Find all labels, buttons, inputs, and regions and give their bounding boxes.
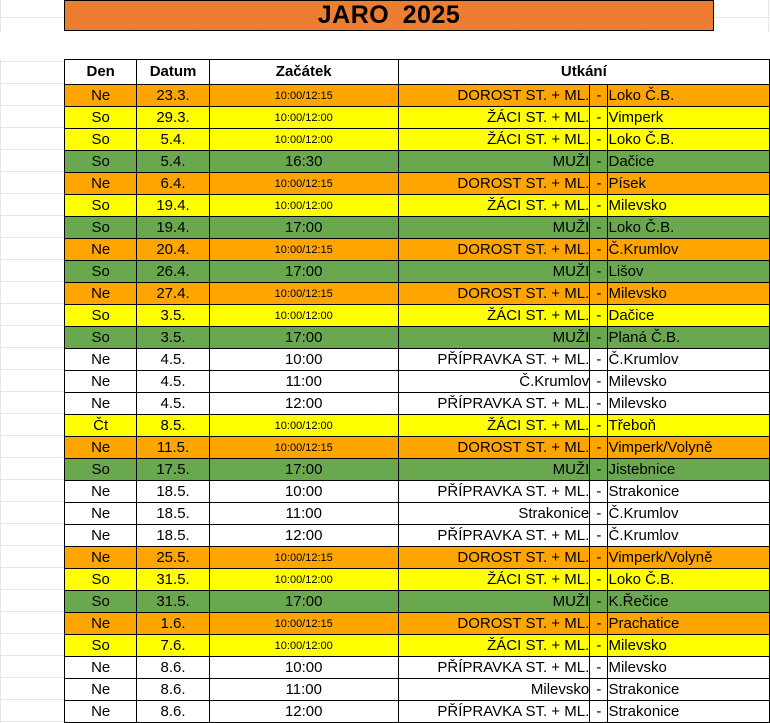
- cell-opponent: Milevsko: [608, 195, 770, 217]
- cell-separator: -: [590, 151, 608, 173]
- cell-den: Ne: [65, 547, 137, 569]
- cell-datum: 8.6.: [137, 657, 209, 679]
- cell-datum: 19.4.: [137, 195, 209, 217]
- cell-home: ŽÁCI ST. + ML.: [398, 415, 590, 437]
- cell-home: PŘÍPRAVKA ST. + ML.: [398, 481, 590, 503]
- cell-opponent: Strakonice: [608, 701, 770, 723]
- cell-den: Ne: [65, 701, 137, 723]
- cell-zacatek: 17:00: [209, 327, 398, 349]
- cell-datum: 23.3.: [137, 85, 209, 107]
- cell-datum: 8.6.: [137, 679, 209, 701]
- cell-separator: -: [590, 217, 608, 239]
- table-row: [65, 459, 770, 481]
- header-utkani: Utkání: [398, 60, 769, 85]
- cell-den: So: [65, 635, 137, 657]
- cell-zacatek: 10:00/12:00: [209, 415, 398, 437]
- cell-separator: -: [590, 635, 608, 657]
- table-row: [65, 283, 770, 305]
- cell-zacatek: 17:00: [209, 591, 398, 613]
- cell-separator: -: [590, 261, 608, 283]
- cell-zacatek: 10:00/12:15: [209, 283, 398, 305]
- cell-den: Ne: [65, 679, 137, 701]
- cell-opponent: Prachatice: [608, 613, 770, 635]
- cell-opponent: Č.Krumlov: [608, 349, 770, 371]
- cell-home: Č.Krumlov: [398, 371, 590, 393]
- cell-den: Ne: [65, 481, 137, 503]
- cell-den: So: [65, 327, 137, 349]
- schedule-table: [64, 59, 770, 723]
- table-row: [65, 525, 770, 547]
- cell-den: Ne: [65, 437, 137, 459]
- cell-opponent: Vimperk/Volyně: [608, 437, 770, 459]
- cell-datum: 31.5.: [137, 569, 209, 591]
- cell-zacatek: 10:00/12:15: [209, 547, 398, 569]
- cell-separator: -: [590, 195, 608, 217]
- cell-separator: -: [590, 591, 608, 613]
- cell-zacatek: 11:00: [209, 679, 398, 701]
- cell-datum: 6.4.: [137, 173, 209, 195]
- cell-opponent: Milevsko: [608, 371, 770, 393]
- cell-zacatek: 17:00: [209, 261, 398, 283]
- cell-separator: -: [590, 459, 608, 481]
- table-row: [65, 195, 770, 217]
- cell-separator: -: [590, 503, 608, 525]
- table-row: [65, 679, 770, 701]
- cell-opponent: Loko Č.B.: [608, 85, 770, 107]
- cell-separator: -: [590, 283, 608, 305]
- spacer-band: [0, 32, 770, 59]
- cell-zacatek: 10:00/12:15: [209, 437, 398, 459]
- cell-den: Ne: [65, 283, 137, 305]
- cell-den: So: [65, 569, 137, 591]
- page-title: JARO 2025: [317, 1, 461, 29]
- cell-datum: 25.5.: [137, 547, 209, 569]
- cell-home: PŘÍPRAVKA ST. + ML.: [398, 701, 590, 723]
- cell-separator: -: [590, 129, 608, 151]
- cell-opponent: Dačice: [608, 151, 770, 173]
- table-row: [65, 173, 770, 195]
- cell-den: Ne: [65, 525, 137, 547]
- cell-home: MUŽI: [398, 217, 590, 239]
- cell-home: DOROST ST. + ML.: [398, 239, 590, 261]
- cell-separator: -: [590, 107, 608, 129]
- cell-zacatek: 10:00/12:00: [209, 305, 398, 327]
- cell-separator: -: [590, 327, 608, 349]
- table-row: [65, 217, 770, 239]
- table-row: [65, 481, 770, 503]
- cell-opponent: Milevsko: [608, 657, 770, 679]
- cell-home: DOROST ST. + ML.: [398, 283, 590, 305]
- cell-separator: -: [590, 569, 608, 591]
- cell-home: PŘÍPRAVKA ST. + ML.: [398, 349, 590, 371]
- cell-den: Ne: [65, 349, 137, 371]
- table-row: [65, 657, 770, 679]
- cell-separator: -: [590, 393, 608, 415]
- cell-home: MUŽI: [398, 327, 590, 349]
- table-row: [65, 569, 770, 591]
- cell-separator: -: [590, 657, 608, 679]
- cell-home: Strakonice: [398, 503, 590, 525]
- cell-home: ŽÁCI ST. + ML.: [398, 635, 590, 657]
- cell-datum: 26.4.: [137, 261, 209, 283]
- table-row: [65, 129, 770, 151]
- cell-datum: 4.5.: [137, 393, 209, 415]
- cell-zacatek: 17:00: [209, 217, 398, 239]
- cell-zacatek: 11:00: [209, 503, 398, 525]
- cell-home: ŽÁCI ST. + ML.: [398, 107, 590, 129]
- cell-opponent: Č.Krumlov: [608, 239, 770, 261]
- cell-datum: 3.5.: [137, 327, 209, 349]
- cell-opponent: Písek: [608, 173, 770, 195]
- table-row: [65, 327, 770, 349]
- cell-home: MUŽI: [398, 459, 590, 481]
- cell-den: So: [65, 459, 137, 481]
- cell-den: So: [65, 107, 137, 129]
- table-row: [65, 371, 770, 393]
- cell-den: Ne: [65, 613, 137, 635]
- cell-datum: 3.5.: [137, 305, 209, 327]
- cell-opponent: Č.Krumlov: [608, 525, 770, 547]
- cell-separator: -: [590, 173, 608, 195]
- table-row: [65, 85, 770, 107]
- cell-zacatek: 12:00: [209, 525, 398, 547]
- table-row: [65, 415, 770, 437]
- title-bar: [64, 0, 714, 31]
- cell-datum: 27.4.: [137, 283, 209, 305]
- cell-home: DOROST ST. + ML.: [398, 437, 590, 459]
- cell-zacatek: 10:00: [209, 481, 398, 503]
- table-row: [65, 635, 770, 657]
- cell-den: So: [65, 217, 137, 239]
- cell-datum: 18.5.: [137, 481, 209, 503]
- cell-separator: -: [590, 613, 608, 635]
- table-row: [65, 393, 770, 415]
- cell-zacatek: 16:30: [209, 151, 398, 173]
- cell-zacatek: 10:00/12:15: [209, 85, 398, 107]
- cell-opponent: Milevsko: [608, 635, 770, 657]
- cell-home: DOROST ST. + ML.: [398, 613, 590, 635]
- cell-opponent: Třeboň: [608, 415, 770, 437]
- cell-home: ŽÁCI ST. + ML.: [398, 305, 590, 327]
- table-row: [65, 349, 770, 371]
- table-row: [65, 151, 770, 173]
- cell-opponent: Planá Č.B.: [608, 327, 770, 349]
- cell-den: So: [65, 261, 137, 283]
- cell-datum: 18.5.: [137, 503, 209, 525]
- cell-zacatek: 10:00/12:15: [209, 239, 398, 261]
- cell-home: DOROST ST. + ML.: [398, 173, 590, 195]
- cell-opponent: Dačice: [608, 305, 770, 327]
- table-row: [65, 547, 770, 569]
- cell-separator: -: [590, 481, 608, 503]
- cell-zacatek: 10:00/12:00: [209, 635, 398, 657]
- cell-home: Milevsko: [398, 679, 590, 701]
- cell-den: So: [65, 591, 137, 613]
- cell-den: Ne: [65, 503, 137, 525]
- cell-opponent: Milevsko: [608, 283, 770, 305]
- cell-den: Ne: [65, 371, 137, 393]
- cell-zacatek: 10:00/12:00: [209, 107, 398, 129]
- cell-opponent: Milevsko: [608, 393, 770, 415]
- header-den: Den: [65, 60, 137, 85]
- cell-opponent: Vimperk/Volyně: [608, 547, 770, 569]
- cell-opponent: Jistebnice: [608, 459, 770, 481]
- cell-separator: -: [590, 437, 608, 459]
- cell-opponent: Strakonice: [608, 481, 770, 503]
- cell-home: PŘÍPRAVKA ST. + ML.: [398, 657, 590, 679]
- table-row: [65, 261, 770, 283]
- cell-separator: -: [590, 371, 608, 393]
- cell-opponent: Loko Č.B.: [608, 217, 770, 239]
- cell-datum: 4.5.: [137, 349, 209, 371]
- cell-datum: 5.4.: [137, 129, 209, 151]
- cell-den: Ne: [65, 657, 137, 679]
- cell-zacatek: 12:00: [209, 701, 398, 723]
- cell-zacatek: 10:00/12:15: [209, 173, 398, 195]
- cell-zacatek: 10:00/12:00: [209, 195, 398, 217]
- cell-home: MUŽI: [398, 261, 590, 283]
- cell-home: ŽÁCI ST. + ML.: [398, 195, 590, 217]
- header-zacatek: Začátek: [209, 60, 398, 85]
- cell-home: ŽÁCI ST. + ML.: [398, 129, 590, 151]
- table-row: [65, 239, 770, 261]
- cell-opponent: K.Řečice: [608, 591, 770, 613]
- table-row: [65, 613, 770, 635]
- cell-separator: -: [590, 701, 608, 723]
- table-row: [65, 437, 770, 459]
- cell-datum: 8.6.: [137, 701, 209, 723]
- cell-opponent: Loko Č.B.: [608, 129, 770, 151]
- cell-datum: 18.5.: [137, 525, 209, 547]
- cell-datum: 8.5.: [137, 415, 209, 437]
- cell-separator: -: [590, 349, 608, 371]
- cell-opponent: Č.Krumlov: [608, 503, 770, 525]
- cell-datum: 19.4.: [137, 217, 209, 239]
- cell-home: ŽÁCI ST. + ML.: [398, 569, 590, 591]
- cell-separator: -: [590, 679, 608, 701]
- cell-datum: 1.6.: [137, 613, 209, 635]
- cell-den: So: [65, 129, 137, 151]
- cell-den: So: [65, 305, 137, 327]
- cell-zacatek: 10:00/12:00: [209, 129, 398, 151]
- cell-den: Ne: [65, 239, 137, 261]
- cell-datum: 5.4.: [137, 151, 209, 173]
- cell-opponent: Lišov: [608, 261, 770, 283]
- cell-zacatek: 10:00: [209, 657, 398, 679]
- cell-datum: 20.4.: [137, 239, 209, 261]
- header-row: [65, 60, 770, 85]
- cell-separator: -: [590, 305, 608, 327]
- cell-zacatek: 12:00: [209, 393, 398, 415]
- cell-home: DOROST ST. + ML.: [398, 85, 590, 107]
- cell-zacatek: 17:00: [209, 459, 398, 481]
- table-row: [65, 305, 770, 327]
- cell-home: MUŽI: [398, 151, 590, 173]
- cell-datum: 29.3.: [137, 107, 209, 129]
- cell-separator: -: [590, 525, 608, 547]
- cell-datum: 4.5.: [137, 371, 209, 393]
- cell-opponent: Loko Č.B.: [608, 569, 770, 591]
- cell-den: Ne: [65, 173, 137, 195]
- cell-datum: 7.6.: [137, 635, 209, 657]
- cell-den: So: [65, 195, 137, 217]
- cell-zacatek: 10:00/12:00: [209, 569, 398, 591]
- cell-zacatek: 10:00: [209, 349, 398, 371]
- cell-den: So: [65, 151, 137, 173]
- table-row: [65, 701, 770, 723]
- cell-datum: 11.5.: [137, 437, 209, 459]
- cell-datum: 17.5.: [137, 459, 209, 481]
- header-datum: Datum: [137, 60, 209, 85]
- cell-home: MUŽI: [398, 591, 590, 613]
- cell-home: DOROST ST. + ML.: [398, 547, 590, 569]
- cell-zacatek: 11:00: [209, 371, 398, 393]
- table-row: [65, 107, 770, 129]
- cell-den: Čt: [65, 415, 137, 437]
- cell-separator: -: [590, 547, 608, 569]
- table-row: [65, 503, 770, 525]
- cell-zacatek: 10:00/12:15: [209, 613, 398, 635]
- cell-opponent: Strakonice: [608, 679, 770, 701]
- cell-opponent: Vimperk: [608, 107, 770, 129]
- cell-home: PŘÍPRAVKA ST. + ML.: [398, 393, 590, 415]
- table-row: [65, 591, 770, 613]
- cell-den: Ne: [65, 393, 137, 415]
- cell-home: PŘÍPRAVKA ST. + ML.: [398, 525, 590, 547]
- cell-separator: -: [590, 85, 608, 107]
- cell-den: Ne: [65, 85, 137, 107]
- cell-separator: -: [590, 239, 608, 261]
- cell-separator: -: [590, 415, 608, 437]
- cell-datum: 31.5.: [137, 591, 209, 613]
